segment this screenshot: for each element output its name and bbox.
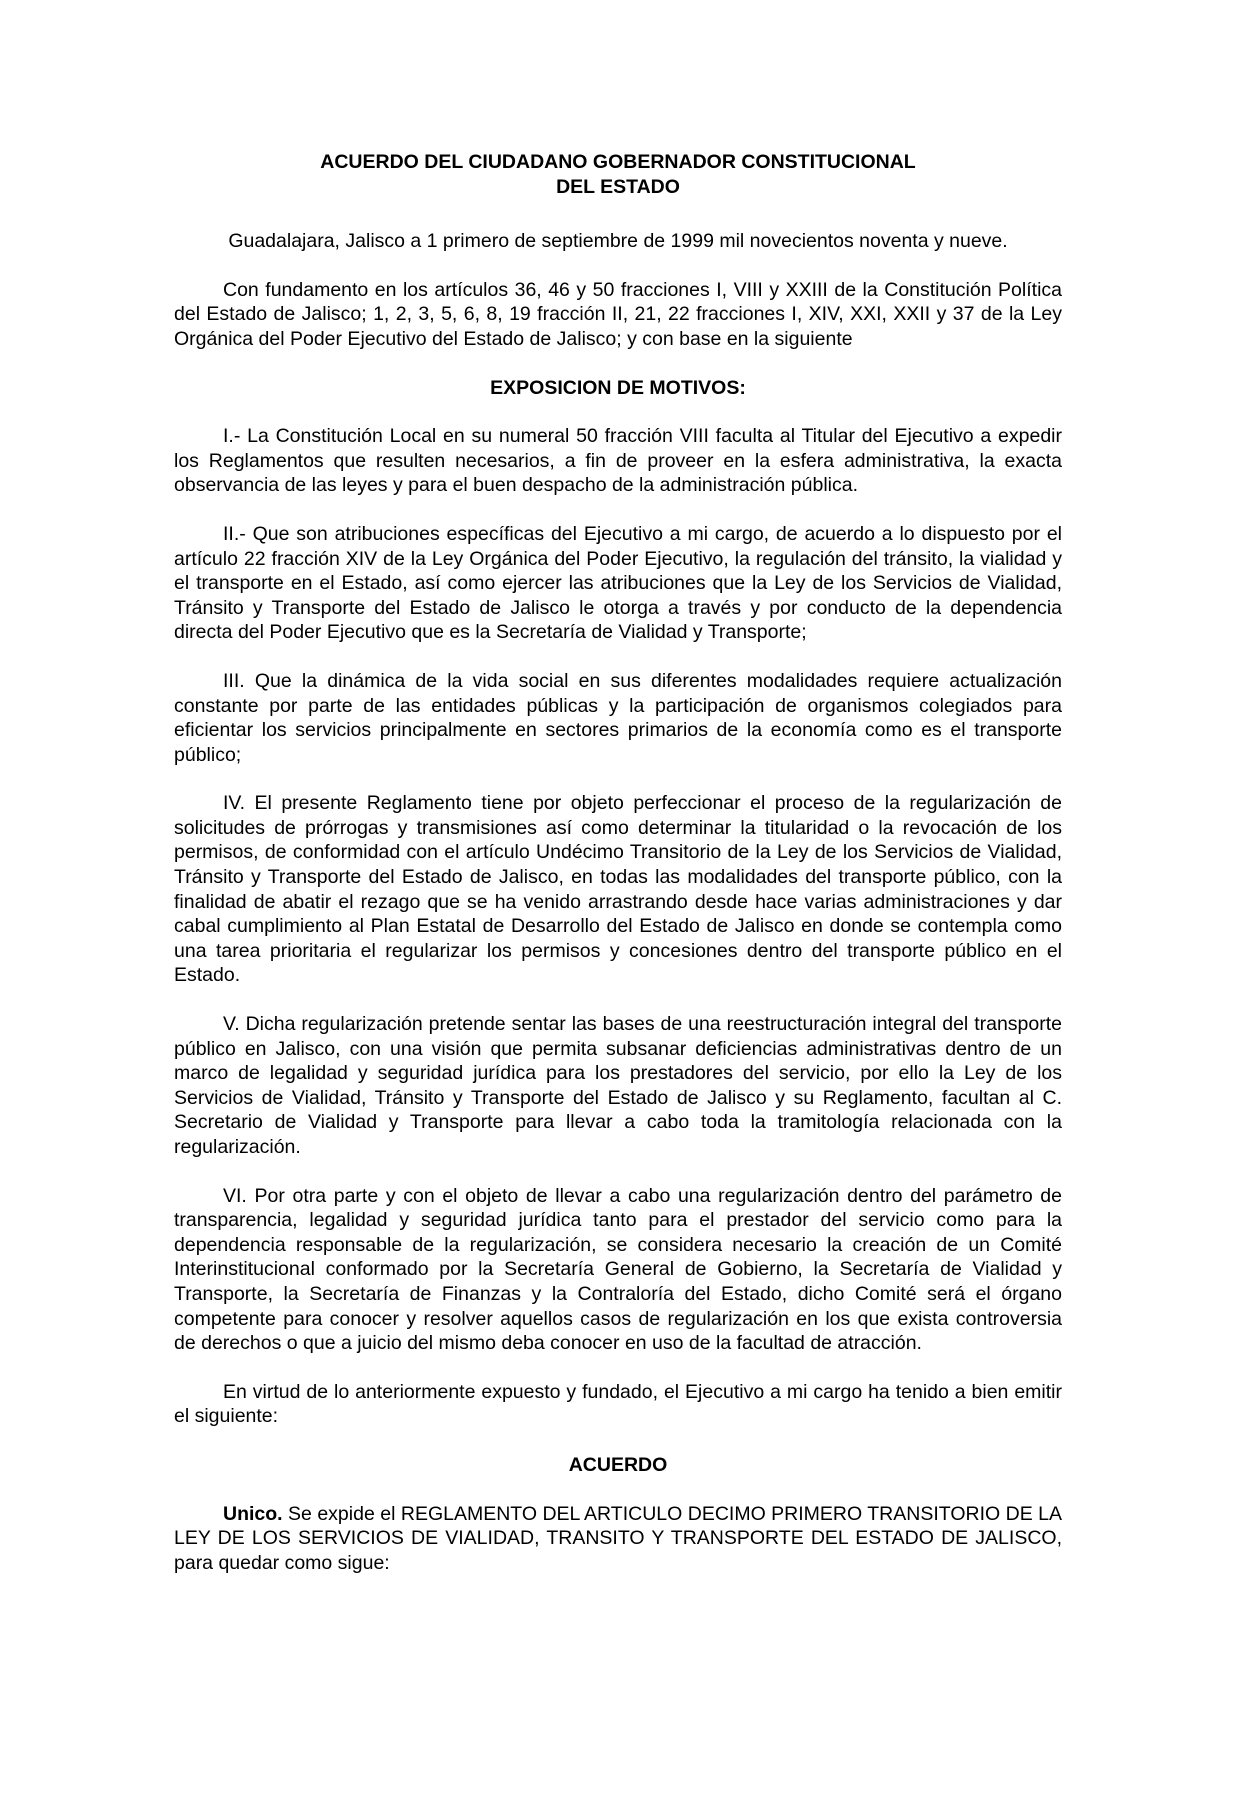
motive-paragraph-2: II.- Que son atribuciones específicas del Ejecutivo a mi cargo, de acuerdo a lo dispuesto por el artículo 22 fracción XIV de la Ley Orgánica del Poder Ejecutivo, la regulación del tránsito, la vialidad y el transporte en el Estado, así como ejercer las atribuciones que la Ley de los Servicios de Vialidad, Tránsito y Transporte del Estado de Jalisco le otorga a través y por conducto de la dependencia directa del Poder Ejecutivo que es la Secretaría de Vialidad y Transporte; (174, 522, 1062, 644)
motive-paragraph-6: VI. Por otra parte y con el objeto de llevar a cabo una regularización dentro del parámetro de transparencia, legalidad y seguridad jurídica tanto para el prestador del servicio como para la dependencia responsable de la regularización, se considera necesario la creación de un Comité Interinstitucional conformado por la Secretaría General de Gobierno, la Secretaría de Vialidad y Transporte, la Secretaría de Finanzas y la Contraloría del Estado, dicho Comité será el órgano competente para conocer y resolver aquellos casos de regularización en los que exista controversia de derechos o que a juicio del mismo deba conocer en uso de la facultad de atracción. (174, 1184, 1062, 1355)
agreement-text: Se expide el REGLAMENTO DEL ARTICULO DECIMO PRIMERO TRANSITORIO DE LA LEY DE LOS SERVICIOS DE VIALIDAD, TRANSITO Y TRANSPORTE DEL ESTADO DE JALISCO, para quedar como sigue: (174, 1502, 1062, 1574)
agreement-heading: ACUERDO (568, 1453, 668, 1476)
motive-paragraph-4: IV. El presente Reglamento tiene por objeto perfeccionar el proceso de la regularización de solicitudes de prórrogas y transmisiones así como determinar la titularidad o la revocación de los permisos, de conformidad con el artículo Undécimo Transitorio de la Ley de los Servicios de Vialidad, Tránsito y Transporte del Estado de Jalisco, en todas las modalidades del transporte público, con la finalidad de abatir el rezago que se ha venido arrastrando desde hace varias administraciones y dar cabal cumplimiento al Plan Estatal de Desarrollo del Estado de Jalisco en donde se contempla como una tarea prioritaria el regularizar los permisos y concesiones dentro del transporte público en el Estado. (174, 792, 1062, 987)
agreement-lead: Unico. (223, 1502, 283, 1525)
motive-paragraph-3: III. Que la dinámica de la vida social en sus diferentes modalidades requiere actualización constante por parte de las entidades públicas y la participación de organismos colegiados para eficientar los servicios principalmente en sectores primarios de la economía como es el transporte público; (174, 669, 1062, 766)
motive-paragraph-5: V. Dicha regularización pretende sentar las bases de una reestructuración integral del transporte público en Jalisco, con una visión que permita subsanar deficiencias administrativas dentro de un marco de legalidad y seguridad jurídica para los prestadores del servicio, por ello la Ley de los Servicios de Vialidad, Tránsito y Transporte del Estado de Jalisco y su Reglamento, facultan al C. Secretario de Vialidad y Transporte para llevar a cabo toda la tramitología relacionada con la regularización. (174, 1013, 1062, 1158)
title-line-2: DEL ESTADO (556, 175, 680, 198)
closing-statement: En virtud de lo anteriormente expuesto y fundado, el Ejecutivo a mi cargo ha tenido a bien emitir el siguiente: (174, 1380, 1062, 1428)
title-line-1: ACUERDO DEL CIUDADANO GOBERNADOR CONSTITUCIONAL (320, 151, 916, 173)
agreement-paragraph (174, 1502, 1062, 1576)
document-body (174, 150, 1062, 1599)
place-date-line: Guadalajara, Jalisco a 1 primero de septiembre de 1999 mil novecientos noventa y nueve. (228, 230, 1008, 253)
motive-paragraph-1: I.- La Constitución Local en su numeral 50 fracción VIII faculta al Titular del Ejecutivo a expedir los Reglamentos que resulten necesarios, a fin de proveer en la esfera administrativa, la exacta observancia de las leyes y para el buen despacho de la administración pública. (174, 425, 1062, 497)
document-title (174, 150, 1062, 199)
motives-heading: EXPOSICION DE MOTIVOS: (490, 376, 746, 399)
preamble-paragraph: Con fundamento en los artículos 36, 46 y 50 fracciones I, VIII y XXIII de la Constitución Política del Estado de Jalisco; 1, 2, 3, 5, 6, 8, 19 fracción II, 21, 22 fracciones I, XIV, XXI, XXII y 37 de la Ley Orgánica del Poder Ejecutivo del Estado de Jalisco; y con base en la siguiente (174, 278, 1062, 350)
